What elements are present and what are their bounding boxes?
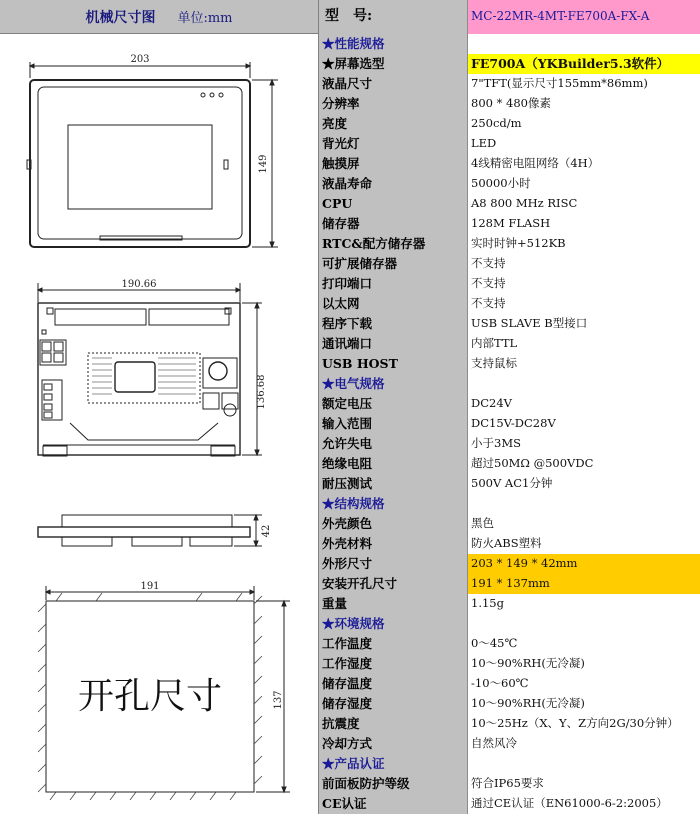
spec-row — [319, 174, 700, 194]
spec-value: 1.15g — [468, 594, 700, 614]
spec-value: A8 800 MHz RISC — [468, 194, 700, 214]
spec-key: 亮度 — [319, 114, 468, 134]
spec-value: 10～90%RH(无冷凝) — [468, 654, 700, 674]
spec-row — [319, 774, 700, 794]
spec-key: 额定电压 — [319, 394, 468, 414]
spec-row — [319, 474, 700, 494]
spec-row — [319, 594, 700, 614]
spec-key: ★环境规格 — [319, 614, 468, 634]
spec-value: 800 * 480像素 — [468, 94, 700, 114]
cutout-height-label: 137 — [273, 690, 284, 710]
spec-value: 支持鼠标 — [468, 354, 700, 374]
model-row — [319, 0, 700, 34]
spec-row — [319, 634, 700, 654]
spec-value: 191 * 137mm — [468, 574, 700, 594]
spec-row — [319, 794, 700, 814]
cutout-size-label: 开孔尺寸 — [77, 676, 223, 717]
spec-value: USB SLAVE B型接口 — [468, 314, 700, 334]
spec-key: 绝缘电阻 — [319, 454, 468, 474]
spec-row — [319, 674, 700, 694]
spec-row — [319, 394, 700, 414]
spec-row — [319, 114, 700, 134]
spec-value: 10～90%RH(无冷凝) — [468, 694, 700, 714]
spec-value: 超过50MΩ @500VDC — [468, 454, 700, 474]
spec-key: 储存温度 — [319, 674, 468, 694]
spec-row — [319, 454, 700, 474]
spec-section-row — [319, 754, 700, 774]
spec-key: 打印端口 — [319, 274, 468, 294]
spec-value: 4线精密电阻网络（4H） — [468, 154, 700, 174]
spec-row — [319, 54, 700, 74]
spec-key: 输入范围 — [319, 414, 468, 434]
spec-row — [319, 194, 700, 214]
model-value: MC-22MR-4MT-FE700A-FX-A — [468, 0, 700, 34]
spec-key: 前面板防护等级 — [319, 774, 468, 794]
spec-value: 7"TFT(显示尺寸155mm*86mm) — [468, 74, 700, 94]
spec-value: 内部TTL — [468, 334, 700, 354]
spec-row — [319, 714, 700, 734]
spec-key: RTC&配方储存器 — [319, 234, 468, 254]
spec-value: 自然风冷 — [468, 734, 700, 754]
spec-key: 液晶寿命 — [319, 174, 468, 194]
spec-value: 不支持 — [468, 254, 700, 274]
spec-row — [319, 274, 700, 294]
spec-key: ★电气规格 — [319, 374, 468, 394]
spec-value — [468, 754, 700, 774]
spec-value: 小于3MS — [468, 434, 700, 454]
spec-value: 50000小时 — [468, 174, 700, 194]
spec-key: USB HOST — [319, 354, 468, 374]
spec-row — [319, 254, 700, 274]
spec-key: 背光灯 — [319, 134, 468, 154]
spec-value: -10～60℃ — [468, 674, 700, 694]
spec-row — [319, 434, 700, 454]
spec-value — [468, 34, 700, 54]
side-view — [38, 515, 262, 546]
spec-value: DC24V — [468, 394, 700, 414]
spec-row — [319, 214, 700, 234]
spec-key: 储存湿度 — [319, 694, 468, 714]
mechanical-drawing — [0, 34, 318, 814]
spec-value: LED — [468, 134, 700, 154]
spec-section-row — [319, 614, 700, 634]
spec-value: 不支持 — [468, 294, 700, 314]
spec-row — [319, 234, 700, 254]
front-view — [27, 62, 278, 247]
spec-value: 128M FLASH — [468, 214, 700, 234]
spec-key: 工作温度 — [319, 634, 468, 654]
spec-section-row — [319, 494, 700, 514]
spec-value — [468, 494, 700, 514]
spec-value — [468, 374, 700, 394]
spec-key: 程序下载 — [319, 314, 468, 334]
spec-key: 安装开孔尺寸 — [319, 574, 468, 594]
drawing-header — [0, 0, 319, 34]
spec-section-row — [319, 34, 700, 54]
spec-key: CE认证 — [319, 794, 468, 814]
back-vents — [92, 358, 196, 394]
spec-value: 不支持 — [468, 274, 700, 294]
spec-key: 可扩展储存器 — [319, 254, 468, 274]
spec-value: 防火ABS塑料 — [468, 534, 700, 554]
spec-row — [319, 294, 700, 314]
spec-value — [468, 614, 700, 634]
back-width-label: 190.66 — [121, 279, 157, 290]
side-thickness-label: 42 — [261, 524, 272, 538]
spec-row — [319, 734, 700, 754]
spec-section-row — [319, 374, 700, 394]
spec-value: 203 * 149 * 42mm — [468, 554, 700, 574]
spec-key: ★结构规格 — [319, 494, 468, 514]
spec-key: 外壳材料 — [319, 534, 468, 554]
back-height-label: 136.68 — [256, 374, 267, 410]
cutout-width-label: 191 — [140, 581, 160, 592]
spec-value: 500V AC1分钟 — [468, 474, 700, 494]
spec-key: CPU — [319, 194, 468, 214]
spec-key: 分辨率 — [319, 94, 468, 114]
spec-key: 储存器 — [319, 214, 468, 234]
spec-key: ★性能规格 — [319, 34, 468, 54]
spec-row — [319, 694, 700, 714]
spec-key: 工作湿度 — [319, 654, 468, 674]
spec-row — [319, 314, 700, 334]
spec-row — [319, 74, 700, 94]
front-height-label: 149 — [258, 154, 269, 174]
spec-value: 0～45℃ — [468, 634, 700, 654]
spec-row — [319, 134, 700, 154]
spec-value: 10～25Hz（X、Y、Z方向2G/30分钟） — [468, 714, 700, 734]
spec-key: 外形尺寸 — [319, 554, 468, 574]
front-width-label: 203 — [130, 54, 150, 65]
back-view — [38, 283, 262, 456]
spec-key: 允许失电 — [319, 434, 468, 454]
spec-value: FE700A（YKBuilder5.3软件） — [468, 54, 700, 74]
spec-row — [319, 414, 700, 434]
spec-row — [319, 94, 700, 114]
spec-key: 外壳颜色 — [319, 514, 468, 534]
spec-key: 液晶尺寸 — [319, 74, 468, 94]
spec-key: 通讯端口 — [319, 334, 468, 354]
spec-value: 符合IP65要求 — [468, 774, 700, 794]
spec-value: 黑色 — [468, 514, 700, 534]
spec-value: DC15V-DC28V — [468, 414, 700, 434]
spec-key: 重量 — [319, 594, 468, 614]
spec-row — [319, 654, 700, 674]
spec-key: 耐压测试 — [319, 474, 468, 494]
spec-key: ★产品认证 — [319, 754, 468, 774]
mechanical-drawing-panel — [0, 34, 319, 814]
spec-value: 实时时钟+512KB — [468, 234, 700, 254]
spec-row — [319, 554, 700, 574]
spec-row — [319, 574, 700, 594]
spec-row — [319, 334, 700, 354]
spec-key: 冷却方式 — [319, 734, 468, 754]
spec-key: 以太网 — [319, 294, 468, 314]
model-label: 型 号: — [319, 0, 468, 34]
spec-row — [319, 534, 700, 554]
drawing-title: 机械尺寸图 — [85, 9, 156, 26]
drawing-unit: 单位:mm — [177, 11, 233, 26]
spec-value: 通过CE认证（EN61000-6-2:2005） — [468, 794, 700, 814]
spec-row — [319, 514, 700, 534]
spec-value: 250cd/m — [468, 114, 700, 134]
spec-row — [319, 154, 700, 174]
spec-row — [319, 354, 700, 374]
spec-key: ★屏幕选型 — [319, 54, 468, 74]
spec-key: 触摸屏 — [319, 154, 468, 174]
spec-key: 抗震度 — [319, 714, 468, 734]
